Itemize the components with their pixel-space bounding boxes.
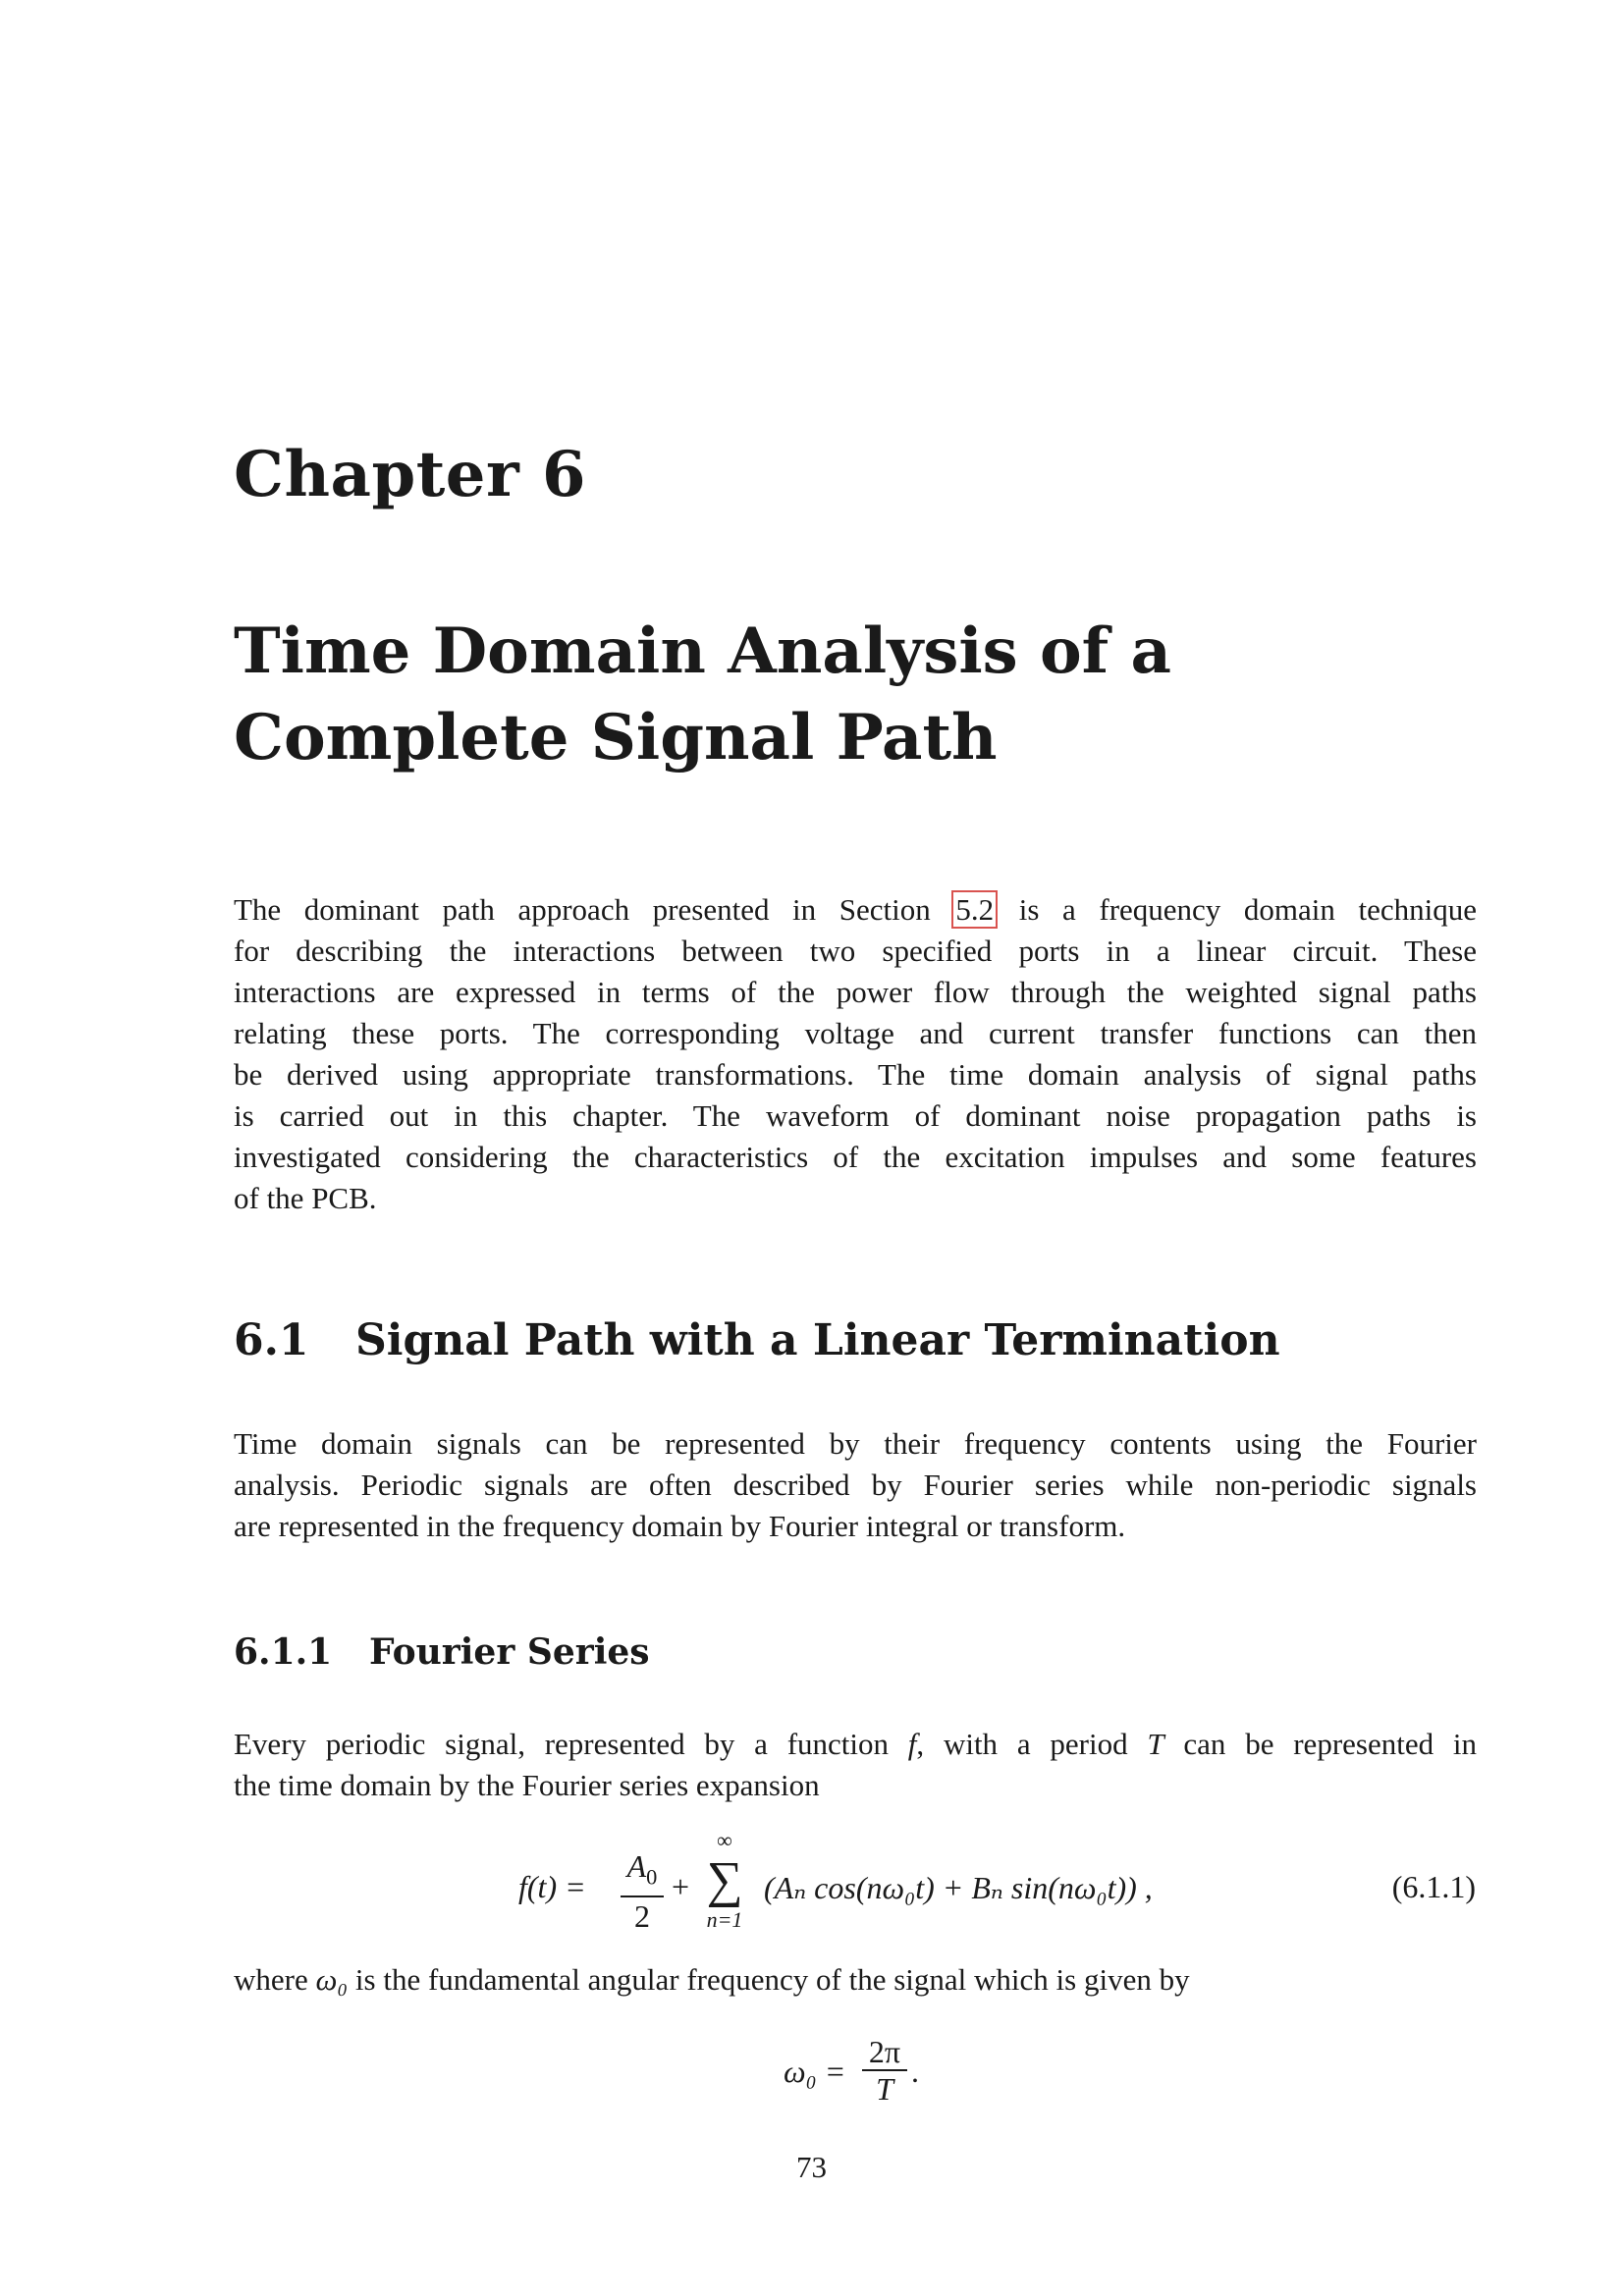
intro-line-8: of the PCB.: [234, 1181, 377, 1215]
omega-fraction: [862, 2034, 907, 2107]
eq-frac-num: [621, 1847, 664, 1897]
eq-A: A: [626, 1848, 647, 1884]
section-6-1-1-paragraph: [234, 1724, 1477, 1806]
math-omega: ω₀: [315, 1962, 349, 1997]
omega-den: T: [876, 2071, 893, 2107]
eq-sum-lower: n=1: [706, 1907, 743, 1932]
intro-line-2: for describing the interactions between two specified ports in a linear circuit. These: [234, 934, 1477, 968]
equation-omega: [784, 2024, 950, 2112]
s611-line-2: the time domain by the Fourier series expansion: [234, 1768, 820, 1802]
chapter-title: [234, 609, 1471, 781]
eq-plus: +: [672, 1869, 690, 1904]
intro-line-6: is carried out in this chapter. The waveform of dominant noise propagation paths is: [234, 1098, 1477, 1133]
omega-lhs: ω₀ =: [784, 2054, 846, 2089]
intro-line-5: be derived using appropriate transformations. The time domain analysis of signal paths: [234, 1057, 1477, 1092]
eq-body: (Aₙ cos(nω₀t) + Bₙ sin(nω₀t)) ,: [764, 1870, 1153, 1905]
subsection-number: 6.1.1: [234, 1631, 333, 1673]
s611-text: can be represented in: [1183, 1727, 1477, 1761]
section-heading-6-1: [234, 1315, 1280, 1365]
chapter-label: Chapter 6: [234, 438, 586, 511]
section-6-1-paragraph: [234, 1423, 1477, 1547]
eq-sub: 0: [646, 1864, 658, 1890]
equation-fourier-series: [518, 1828, 1225, 1946]
eq-sum-symbol: ∑: [706, 1852, 743, 1908]
s61-line-1: Time domain signals can be represented by their frequency contents using the Fourier: [234, 1426, 1477, 1461]
after-eq-text: where: [234, 1962, 308, 1997]
section-heading-6-1-1: [234, 1631, 650, 1673]
omega-num: 2π: [862, 2034, 907, 2071]
intro-line-7: investigated considering the characteristics of the excitation impulses and some features: [234, 1140, 1477, 1174]
page-number: 73: [796, 2150, 827, 2184]
after-equation-paragraph: [234, 1959, 1477, 2001]
intro-text: is a frequency domain technique: [1018, 892, 1477, 927]
intro-line-4: relating these ports. The corresponding voltage and current transfer functions can then: [234, 1016, 1477, 1050]
s61-line-2: analysis. Periodic signals are often described by Fourier series while non-periodic signals: [234, 1468, 1477, 1502]
eq-fraction: [621, 1847, 664, 1935]
intro-paragraph: [234, 889, 1477, 1219]
s611-text: , with a period: [916, 1727, 1128, 1761]
subsection-title: Fourier Series: [369, 1631, 650, 1673]
section-number: 6.1: [234, 1315, 309, 1365]
s611-line-1: [234, 1724, 1477, 1765]
equation-number: (6.1.1): [1391, 1869, 1476, 1904]
section-reference-link[interactable]: 5.2: [955, 892, 995, 927]
intro-line-3: interactions are expressed in terms of the power flow through the weighted signal paths: [234, 975, 1477, 1009]
s61-line-3: are represented in the frequency domain by Fourier integral or transform.: [234, 1509, 1126, 1543]
eq-sum-upper: ∞: [717, 1828, 732, 1852]
chapter-title-line-1: Time Domain Analysis of a: [234, 614, 1171, 688]
after-eq-line: [234, 1959, 1477, 2001]
omega-trail: .: [911, 2054, 919, 2089]
s611-text: Every periodic signal, represented by a function: [234, 1727, 889, 1761]
math-f: f: [907, 1727, 917, 1761]
math-T: T: [1147, 1727, 1164, 1761]
section-title: Signal Path with a Linear Termination: [355, 1315, 1280, 1365]
chapter-title-line-2: Complete Signal Path: [234, 701, 998, 774]
after-eq-text: is the fundamental angular frequency of the signal which is given by: [354, 1962, 1190, 1997]
eq-summation: [695, 1828, 754, 1932]
intro-text: The dominant path approach presented in Section: [234, 892, 931, 927]
eq-lhs: f(t) =: [518, 1869, 586, 1904]
eq-frac-den: 2: [634, 1898, 650, 1935]
intro-line-1: [234, 889, 1477, 931]
